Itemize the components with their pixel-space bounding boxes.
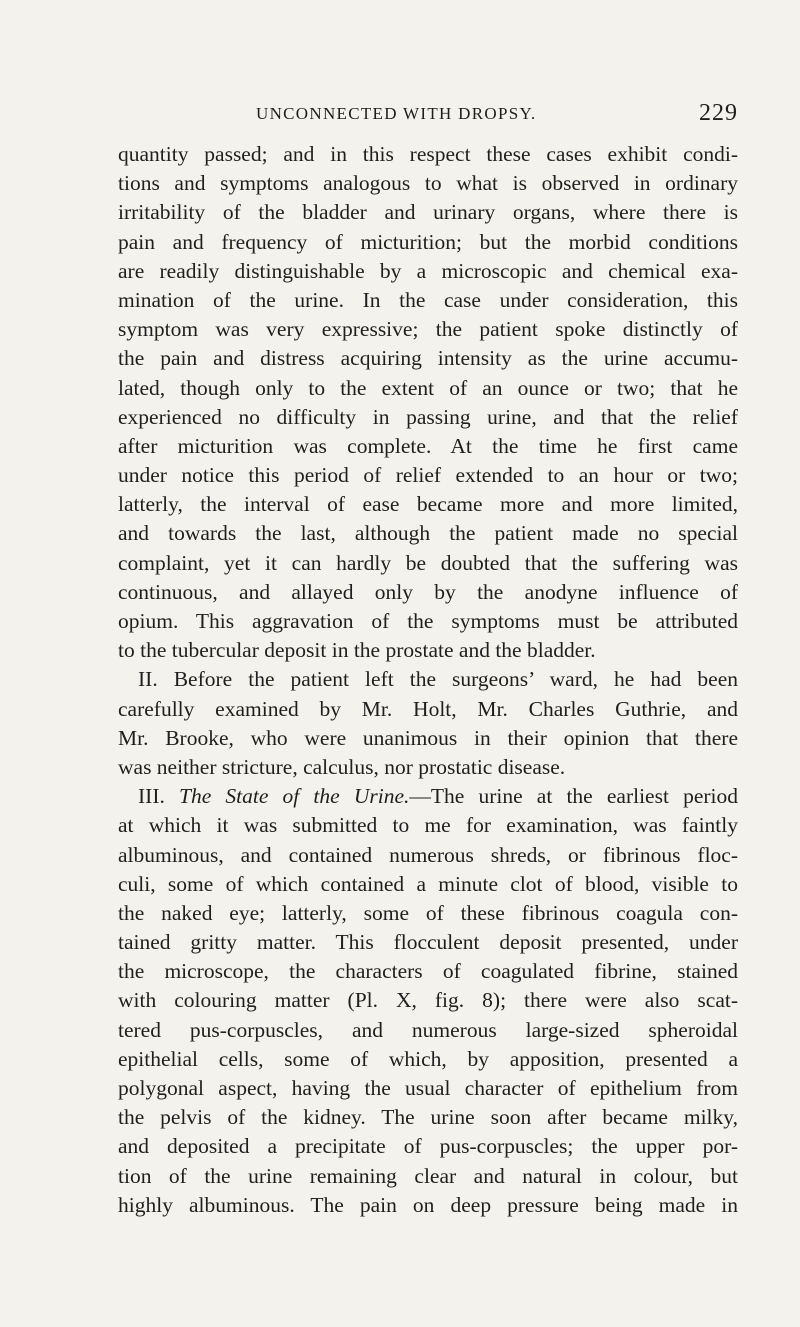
text-line: tion of the urine remaining clear and natural in colour, but: [118, 1163, 738, 1188]
text-line: at which it was submitted to me for examination, was faintly: [118, 813, 738, 838]
text-line: and towards the last, although the patient made no special: [118, 521, 738, 546]
text-line: was neither stricture, calculus, nor prostatic disease.: [118, 754, 566, 779]
text-line: to the tubercular deposit in the prostate and the bladder.: [118, 638, 596, 663]
section-number: III.: [138, 784, 165, 809]
text-line: culi, some of which contained a minute clot of blood, visible to: [118, 871, 738, 896]
section-title: The State of the Urine.: [179, 784, 410, 809]
page-number: 229: [699, 100, 738, 126]
text-line: albuminous, and contained numerous shreds, or fibrinous floc-: [118, 842, 738, 867]
body-text: [118, 140, 738, 1220]
text-line: lated, though only to the extent of an ounce or two; that he: [118, 375, 738, 400]
text-line: after micturition was complete. At the time he first came: [118, 433, 738, 458]
text-line: opium. This aggravation of the symptoms must be attributed: [118, 609, 738, 633]
text-line: tered pus-corpuscles, and numerous large-sized spheroidal: [118, 1017, 738, 1042]
text-line: the microscope, the characters of coagulated fibrine, stained: [118, 959, 738, 984]
text-line: mination of the urine. In the case under consideration, this: [118, 287, 738, 312]
text-line: tions and symptoms analogous to what is observed in ordinary: [118, 171, 738, 196]
text-line: II. Before the patient left the surgeons’ ward, he had been: [138, 667, 738, 692]
text-line: the pain and distress acquiring intensity as the urine accumu-: [118, 346, 738, 371]
text-line: irritability of the bladder and urinary organs, where there is: [118, 200, 738, 225]
running-head: [118, 100, 738, 134]
text-line: highly albuminous. The pain on deep pressure being made in: [118, 1192, 738, 1217]
text-line: symptom was very expressive; the patient spoke distinctly of: [118, 317, 738, 342]
section-text: —The urine at the earliest period: [409, 784, 738, 809]
text-line: are readily distinguishable by a microscopic and chemical exa-: [118, 258, 738, 283]
text-line: epithelial cells, some of which, by apposition, presented a: [118, 1046, 738, 1071]
text-line: polygonal aspect, having the usual character of epithelium from: [118, 1076, 738, 1100]
text-line: Mr. Brooke, who were unanimous in their opinion that there: [118, 725, 738, 750]
text-line: tained gritty matter. This flocculent deposit presented, under: [118, 930, 738, 955]
text-line: experienced no difficulty in passing urine, and that the relief: [118, 404, 738, 429]
text-line: quantity passed; and in this respect these cases exhibit condi-: [118, 142, 738, 166]
text-line: with colouring matter (Pl. X, fig. 8); there were also scat-: [118, 988, 738, 1013]
text-line: latterly, the interval of ease became more and more limited,: [118, 492, 738, 517]
running-title: UNCONNECTED WITH DROPSY.: [256, 104, 537, 123]
text-line: complaint, yet it can hardly be doubted that the suffering was: [118, 550, 738, 575]
text-line: [118, 782, 738, 811]
text-line: the naked eye; latterly, some of these fibrinous coagula con-: [118, 900, 738, 925]
text-line: carefully examined by Mr. Holt, Mr. Charles Guthrie, and: [118, 696, 738, 721]
text-line: and deposited a precipitate of pus-corpuscles; the upper por-: [118, 1134, 738, 1159]
text-line: the pelvis of the kidney. The urine soon after became milky,: [118, 1105, 738, 1130]
text-line: continuous, and allayed only by the anodyne influence of: [118, 579, 738, 604]
text-line: pain and frequency of micturition; but the morbid conditions: [118, 229, 738, 254]
text-line: under notice this period of relief extended to an hour or two;: [118, 463, 738, 488]
